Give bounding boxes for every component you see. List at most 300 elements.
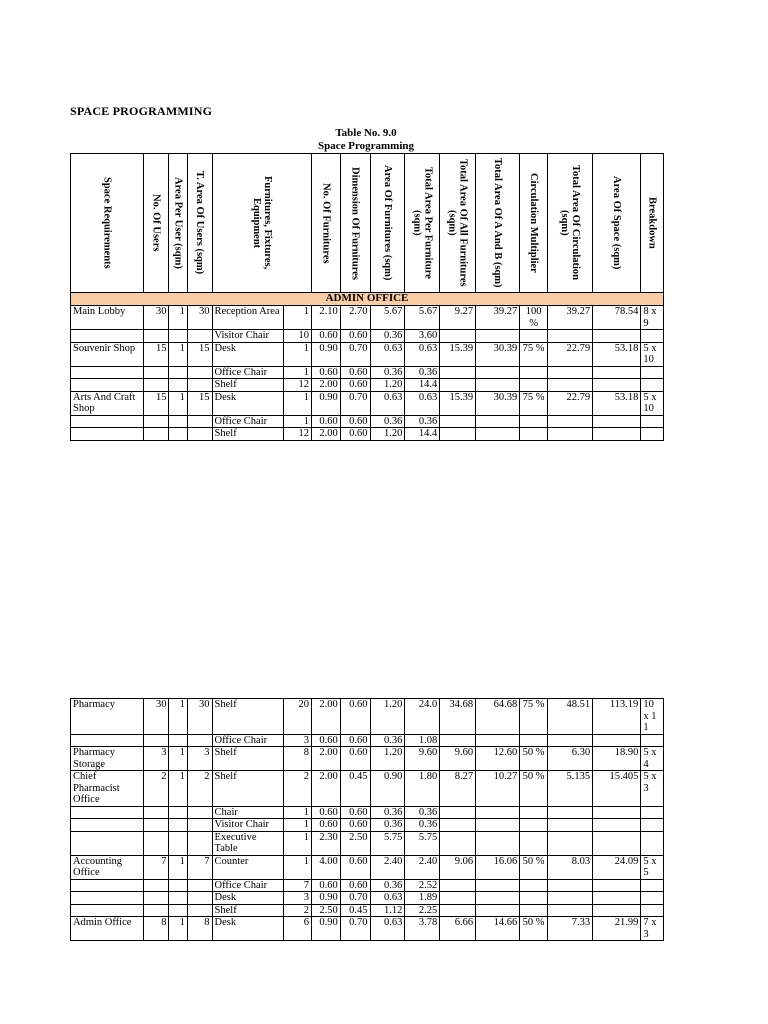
cell-furniture-item: Reception Area — [212, 306, 284, 330]
cell-area-per-user — [169, 819, 187, 832]
cell-total-area-a-and-b — [476, 819, 520, 832]
cell-space-requirement: Pharmacy Storage — [71, 747, 144, 771]
cell-furniture-count: 1 — [284, 806, 312, 819]
cell-total-area-per-furniture: 0.63 — [405, 391, 440, 415]
cell-dimension-length: 0.60 — [312, 415, 341, 428]
cell-furniture-item: Executive Table — [212, 831, 284, 855]
cell-furniture-item: Desk — [212, 892, 284, 905]
cell-total-area-users: 7 — [187, 855, 212, 879]
cell-dimension-length: 0.90 — [312, 391, 341, 415]
cell-area-of-space: 53.18 — [593, 391, 641, 415]
section-label: ADMIN OFFICE — [71, 293, 664, 306]
cell-dimension-length: 2.10 — [312, 306, 341, 330]
cell-dimension-length: 0.90 — [312, 892, 341, 905]
cell-circulation-multiplier — [520, 415, 548, 428]
cell-area-per-user — [169, 330, 187, 343]
cell-total-area-all-furnitures — [440, 904, 476, 917]
cell-space-requirement — [71, 806, 144, 819]
cell-total-area-a-and-b — [476, 379, 520, 392]
cell-total-area-users — [187, 831, 212, 855]
cell-total-area-circulation: 7.33 — [547, 917, 592, 941]
table-row — [71, 428, 664, 441]
cell-area-of-furniture: 1.20 — [370, 747, 405, 771]
cell-total-area-a-and-b — [476, 806, 520, 819]
cell-total-area-a-and-b: 30.39 — [476, 342, 520, 366]
cell-total-area-users — [187, 379, 212, 392]
cell-furniture-item: Chair — [212, 806, 284, 819]
cell-total-area-all-furnitures — [440, 806, 476, 819]
cell-breakdown: 7 x 3 — [641, 917, 664, 941]
cell-total-area-a-and-b: 39.27 — [476, 306, 520, 330]
cell-furniture-count: 2 — [284, 904, 312, 917]
cell-total-area-all-furnitures — [440, 831, 476, 855]
cell-total-area-users — [187, 428, 212, 441]
cell-dimension-width: 0.60 — [340, 415, 370, 428]
table-row — [71, 831, 664, 855]
cell-furniture-item: Shelf — [212, 428, 284, 441]
col-header-total-area-a-and-b: Total Area Of A And B (sqm) — [476, 154, 520, 293]
table-row — [71, 330, 664, 343]
cell-dimension-width: 0.60 — [340, 330, 370, 343]
cell-furniture-count: 1 — [284, 819, 312, 832]
cell-area-of-space — [593, 330, 641, 343]
col-header-total-area-of-all-furnitures: Total Area Of All Furnitures (sqm) — [440, 154, 476, 293]
cell-dimension-length: 4.00 — [312, 855, 341, 879]
cell-furniture-item: Desk — [212, 917, 284, 941]
cell-circulation-multiplier: 75 % — [520, 699, 548, 735]
cell-dimension-length: 0.60 — [312, 366, 341, 379]
cell-area-of-space: 78.54 — [593, 306, 641, 330]
cell-area-of-furniture: 0.63 — [370, 917, 405, 941]
cell-area-of-space — [593, 734, 641, 747]
cell-furniture-count: 1 — [284, 831, 312, 855]
cell-total-area-circulation: 39.27 — [547, 306, 592, 330]
space-programming-table-admin-office — [70, 153, 664, 441]
cell-furniture-count: 1 — [284, 415, 312, 428]
cell-dimension-width: 2.50 — [340, 831, 370, 855]
cell-dimension-length: 2.00 — [312, 379, 341, 392]
cell-furniture-item: Desk — [212, 391, 284, 415]
table-row — [71, 415, 664, 428]
cell-circulation-multiplier — [520, 819, 548, 832]
cell-total-area-users: 15 — [187, 342, 212, 366]
cell-breakdown: 5 x 4 — [641, 747, 664, 771]
cell-total-area-users — [187, 819, 212, 832]
cell-furniture-item: Shelf — [212, 904, 284, 917]
col-header-furnitures: Furnitures, Fixtures, Equipment — [212, 154, 312, 293]
cell-total-area-circulation — [547, 734, 592, 747]
cell-area-per-user: 1 — [169, 771, 187, 807]
cell-area-per-user — [169, 806, 187, 819]
cell-total-area-circulation — [547, 379, 592, 392]
cell-area-of-furniture: 0.63 — [370, 342, 405, 366]
cell-total-area-all-furnitures — [440, 415, 476, 428]
cell-circulation-multiplier — [520, 379, 548, 392]
cell-breakdown — [641, 428, 664, 441]
cell-total-area-a-and-b — [476, 879, 520, 892]
cell-total-area-circulation: 8.03 — [547, 855, 592, 879]
cell-space-requirement — [71, 904, 144, 917]
cell-circulation-multiplier — [520, 428, 548, 441]
cell-circulation-multiplier: 100 % — [520, 306, 548, 330]
cell-area-of-furniture: 2.40 — [370, 855, 405, 879]
table-row — [71, 904, 664, 917]
cell-dimension-length: 2.00 — [312, 699, 341, 735]
cell-no-of-users — [143, 415, 169, 428]
cell-area-of-space — [593, 879, 641, 892]
cell-area-of-space — [593, 366, 641, 379]
cell-total-area-per-furniture: 2.40 — [405, 855, 440, 879]
cell-space-requirement — [71, 366, 144, 379]
cell-total-area-circulation — [547, 806, 592, 819]
cell-area-of-furniture: 1.20 — [370, 699, 405, 735]
cell-no-of-users — [143, 428, 169, 441]
cell-total-area-all-furnitures: 9.06 — [440, 855, 476, 879]
col-header-circulation-multiplier: Circulation Multiplier — [520, 154, 548, 293]
cell-no-of-users — [143, 806, 169, 819]
cell-circulation-multiplier — [520, 879, 548, 892]
cell-total-area-all-furnitures: 8.27 — [440, 771, 476, 807]
cell-area-of-space — [593, 806, 641, 819]
cell-area-of-furniture: 0.63 — [370, 391, 405, 415]
cell-area-of-space — [593, 892, 641, 905]
cell-total-area-a-and-b: 10.27 — [476, 771, 520, 807]
cell-total-area-users — [187, 879, 212, 892]
cell-area-of-space: 24.09 — [593, 855, 641, 879]
cell-furniture-count: 1 — [284, 342, 312, 366]
cell-total-area-circulation — [547, 819, 592, 832]
table-row — [71, 806, 664, 819]
cell-total-area-all-furnitures: 15.39 — [440, 342, 476, 366]
space-programming-table-continued — [70, 698, 664, 941]
cell-total-area-users: 30 — [187, 699, 212, 735]
cell-circulation-multiplier: 50 % — [520, 855, 548, 879]
cell-furniture-count: 3 — [284, 892, 312, 905]
cell-dimension-width: 2.70 — [340, 306, 370, 330]
cell-total-area-a-and-b — [476, 892, 520, 905]
cell-total-area-a-and-b: 16.06 — [476, 855, 520, 879]
cell-total-area-users: 3 — [187, 747, 212, 771]
cell-total-area-all-furnitures: 34.68 — [440, 699, 476, 735]
cell-total-area-users: 2 — [187, 771, 212, 807]
cell-no-of-users — [143, 330, 169, 343]
cell-total-area-users — [187, 415, 212, 428]
cell-circulation-multiplier: 50 % — [520, 917, 548, 941]
cell-dimension-width: 0.70 — [340, 342, 370, 366]
cell-area-of-space — [593, 428, 641, 441]
cell-total-area-per-furniture: 0.63 — [405, 342, 440, 366]
cell-area-of-space — [593, 904, 641, 917]
cell-circulation-multiplier — [520, 330, 548, 343]
cell-dimension-width: 0.45 — [340, 771, 370, 807]
cell-total-area-a-and-b: 30.39 — [476, 391, 520, 415]
cell-area-per-user — [169, 415, 187, 428]
cell-area-per-user — [169, 428, 187, 441]
table-title: Table No. 9.0 — [335, 127, 397, 139]
cell-furniture-count: 8 — [284, 747, 312, 771]
cell-circulation-multiplier — [520, 892, 548, 905]
cell-total-area-per-furniture: 0.36 — [405, 819, 440, 832]
cell-total-area-all-furnitures: 6.66 — [440, 917, 476, 941]
cell-total-area-all-furnitures — [440, 330, 476, 343]
cell-total-area-a-and-b: 12.60 — [476, 747, 520, 771]
cell-total-area-per-furniture: 3.60 — [405, 330, 440, 343]
cell-dimension-width: 0.60 — [340, 428, 370, 441]
cell-space-requirement — [71, 831, 144, 855]
cell-furniture-count: 12 — [284, 379, 312, 392]
cell-no-of-users: 30 — [143, 306, 169, 330]
cell-dimension-length: 2.00 — [312, 428, 341, 441]
cell-area-of-furniture: 0.36 — [370, 819, 405, 832]
cell-total-area-users: 8 — [187, 917, 212, 941]
col-header-area-of-furnitures: Area Of Furnitures (sqm) — [370, 154, 405, 293]
cell-space-requirement — [71, 734, 144, 747]
cell-dimension-width: 0.45 — [340, 904, 370, 917]
cell-dimension-width: 0.70 — [340, 391, 370, 415]
cell-total-area-circulation — [547, 428, 592, 441]
cell-no-of-users — [143, 366, 169, 379]
table-row — [71, 855, 664, 879]
cell-area-of-space — [593, 415, 641, 428]
cell-circulation-multiplier — [520, 366, 548, 379]
cell-dimension-width: 0.60 — [340, 366, 370, 379]
cell-total-area-circulation — [547, 904, 592, 917]
cell-dimension-length: 2.30 — [312, 831, 341, 855]
cell-dimension-length: 2.00 — [312, 747, 341, 771]
cell-total-area-circulation: 5.135 — [547, 771, 592, 807]
cell-breakdown — [641, 330, 664, 343]
cell-total-area-users — [187, 734, 212, 747]
cell-dimension-width: 0.60 — [340, 734, 370, 747]
page-heading: SPACE PROGRAMMING — [70, 104, 213, 118]
cell-area-per-user — [169, 734, 187, 747]
table-row — [71, 366, 664, 379]
cell-total-area-circulation — [547, 879, 592, 892]
cell-area-of-space: 15.405 — [593, 771, 641, 807]
table-row — [71, 342, 664, 366]
cell-total-area-users — [187, 904, 212, 917]
cell-area-of-furniture: 0.36 — [370, 330, 405, 343]
cell-dimension-width: 0.60 — [340, 855, 370, 879]
cell-breakdown — [641, 366, 664, 379]
cell-breakdown — [641, 819, 664, 832]
col-header-total-area-of-users: T. Area Of Users (sqm) — [187, 154, 212, 293]
cell-no-of-users: 15 — [143, 391, 169, 415]
cell-total-area-per-furniture: 14.4 — [405, 428, 440, 441]
cell-total-area-all-furnitures: 15.39 — [440, 391, 476, 415]
cell-total-area-circulation — [547, 831, 592, 855]
cell-area-of-furniture: 5.67 — [370, 306, 405, 330]
col-header-no-of-furnitures: No. Of Furnitures — [312, 154, 341, 293]
cell-area-per-user — [169, 904, 187, 917]
cell-dimension-length: 0.60 — [312, 879, 341, 892]
cell-circulation-multiplier — [520, 904, 548, 917]
cell-dimension-width: 0.60 — [340, 379, 370, 392]
cell-area-of-furniture: 0.63 — [370, 892, 405, 905]
cell-area-per-user — [169, 366, 187, 379]
cell-breakdown — [641, 734, 664, 747]
cell-circulation-multiplier — [520, 806, 548, 819]
cell-furniture-count: 2 — [284, 771, 312, 807]
cell-total-area-all-furnitures — [440, 892, 476, 905]
cell-space-requirement — [71, 428, 144, 441]
cell-total-area-per-furniture: 0.36 — [405, 415, 440, 428]
cell-dimension-width: 0.60 — [340, 819, 370, 832]
cell-area-per-user — [169, 379, 187, 392]
cell-furniture-item: Visitor Chair — [212, 819, 284, 832]
cell-total-area-per-furniture: 0.36 — [405, 366, 440, 379]
col-header-breakdown: Breakdown — [641, 154, 664, 293]
col-header-total-area-per-furniture: Total Area Per Furniture (sqm) — [405, 154, 440, 293]
cell-total-area-all-furnitures: 9.27 — [440, 306, 476, 330]
cell-total-area-per-furniture: 14.4 — [405, 379, 440, 392]
cell-total-area-a-and-b — [476, 904, 520, 917]
cell-breakdown — [641, 806, 664, 819]
cell-total-area-per-furniture: 5.67 — [405, 306, 440, 330]
cell-space-requirement — [71, 379, 144, 392]
cell-area-of-space — [593, 379, 641, 392]
cell-breakdown: 5 x 10 — [641, 342, 664, 366]
col-header-total-area-of-circulation: Total Area Of Circulation (sqm) — [547, 154, 592, 293]
cell-total-area-users — [187, 366, 212, 379]
cell-breakdown — [641, 892, 664, 905]
cell-area-per-user: 1 — [169, 342, 187, 366]
cell-total-area-circulation — [547, 892, 592, 905]
cell-total-area-all-furnitures — [440, 879, 476, 892]
cell-total-area-circulation: 48.51 — [547, 699, 592, 735]
cell-area-of-space — [593, 819, 641, 832]
cell-dimension-length: 2.00 — [312, 771, 341, 807]
table-row — [71, 771, 664, 807]
cell-total-area-circulation: 22.79 — [547, 391, 592, 415]
cell-area-per-user — [169, 892, 187, 905]
cell-area-per-user: 1 — [169, 917, 187, 941]
cell-furniture-count: 1 — [284, 855, 312, 879]
cell-area-of-space: 18.90 — [593, 747, 641, 771]
col-header-space-requirements: Space Requirements — [71, 154, 144, 293]
cell-total-area-all-furnitures — [440, 819, 476, 832]
cell-total-area-a-and-b: 14.66 — [476, 917, 520, 941]
cell-circulation-multiplier: 50 % — [520, 771, 548, 807]
cell-dimension-width: 0.70 — [340, 917, 370, 941]
cell-total-area-all-furnitures — [440, 734, 476, 747]
cell-no-of-users: 3 — [143, 747, 169, 771]
cell-breakdown — [641, 379, 664, 392]
cell-total-area-users — [187, 330, 212, 343]
cell-space-requirement: Chief Pharmacist Office — [71, 771, 144, 807]
cell-dimension-width: 0.60 — [340, 879, 370, 892]
col-header-area-of-space: Area Of Space (sqm) — [593, 154, 641, 293]
cell-dimension-width: 0.70 — [340, 892, 370, 905]
cell-furniture-item: Desk — [212, 342, 284, 366]
cell-total-area-circulation: 22.79 — [547, 342, 592, 366]
table-row — [71, 917, 664, 941]
cell-area-of-furniture: 0.36 — [370, 366, 405, 379]
cell-area-of-furniture: 0.36 — [370, 806, 405, 819]
cell-space-requirement: Pharmacy — [71, 699, 144, 735]
cell-no-of-users: 2 — [143, 771, 169, 807]
cell-area-of-furniture: 0.90 — [370, 771, 405, 807]
cell-furniture-count: 7 — [284, 879, 312, 892]
cell-furniture-item: Visitor Chair — [212, 330, 284, 343]
cell-space-requirement: Souvenir Shop — [71, 342, 144, 366]
cell-total-area-circulation — [547, 415, 592, 428]
cell-furniture-count: 12 — [284, 428, 312, 441]
cell-total-area-a-and-b — [476, 831, 520, 855]
cell-total-area-per-furniture: 1.08 — [405, 734, 440, 747]
table-row — [71, 879, 664, 892]
cell-no-of-users: 8 — [143, 917, 169, 941]
cell-dimension-length: 0.60 — [312, 806, 341, 819]
cell-space-requirement — [71, 879, 144, 892]
cell-total-area-per-furniture: 2.52 — [405, 879, 440, 892]
cell-no-of-users — [143, 904, 169, 917]
cell-breakdown: 5 x 3 — [641, 771, 664, 807]
cell-breakdown: 5 x 10 — [641, 391, 664, 415]
cell-area-of-furniture: 0.36 — [370, 415, 405, 428]
cell-breakdown: 8 x 9 — [641, 306, 664, 330]
cell-total-area-circulation: 6.30 — [547, 747, 592, 771]
cell-total-area-all-furnitures: 9.60 — [440, 747, 476, 771]
table-row — [71, 379, 664, 392]
cell-dimension-width: 0.60 — [340, 806, 370, 819]
cell-total-area-a-and-b — [476, 428, 520, 441]
table-row — [71, 892, 664, 905]
cell-dimension-length: 2.50 — [312, 904, 341, 917]
cell-breakdown: 5 x 5 — [641, 855, 664, 879]
cell-breakdown — [641, 831, 664, 855]
cell-space-requirement: Accounting Office — [71, 855, 144, 879]
cell-dimension-length: 0.90 — [312, 342, 341, 366]
cell-furniture-item: Shelf — [212, 747, 284, 771]
cell-no-of-users — [143, 831, 169, 855]
cell-breakdown: 10 x 11 — [641, 699, 664, 735]
cell-no-of-users — [143, 879, 169, 892]
cell-total-area-per-furniture: 0.36 — [405, 806, 440, 819]
cell-no-of-users — [143, 734, 169, 747]
cell-circulation-multiplier: 75 % — [520, 391, 548, 415]
cell-furniture-item: Shelf — [212, 771, 284, 807]
cell-circulation-multiplier — [520, 734, 548, 747]
cell-total-area-circulation — [547, 366, 592, 379]
cell-no-of-users — [143, 819, 169, 832]
cell-total-area-circulation — [547, 330, 592, 343]
cell-space-requirement: Arts And Craft Shop — [71, 391, 144, 415]
cell-total-area-all-furnitures — [440, 379, 476, 392]
cell-furniture-item: Shelf — [212, 699, 284, 735]
cell-area-per-user: 1 — [169, 855, 187, 879]
col-header-area-per-user: Area Per User (sqm) — [169, 154, 187, 293]
cell-furniture-count: 6 — [284, 917, 312, 941]
cell-breakdown — [641, 904, 664, 917]
section-row — [71, 293, 664, 306]
cell-dimension-length: 0.60 — [312, 330, 341, 343]
table-row — [71, 699, 664, 735]
cell-total-area-per-furniture: 9.60 — [405, 747, 440, 771]
table-row — [71, 306, 664, 330]
cell-breakdown — [641, 415, 664, 428]
cell-area-of-space: 21.99 — [593, 917, 641, 941]
cell-space-requirement: Main Lobby — [71, 306, 144, 330]
header-row — [71, 154, 664, 293]
cell-area-per-user — [169, 879, 187, 892]
cell-space-requirement — [71, 330, 144, 343]
cell-total-area-users: 15 — [187, 391, 212, 415]
cell-total-area-per-furniture: 3.78 — [405, 917, 440, 941]
cell-furniture-item: Counter — [212, 855, 284, 879]
cell-dimension-length: 0.90 — [312, 917, 341, 941]
cell-space-requirement — [71, 415, 144, 428]
